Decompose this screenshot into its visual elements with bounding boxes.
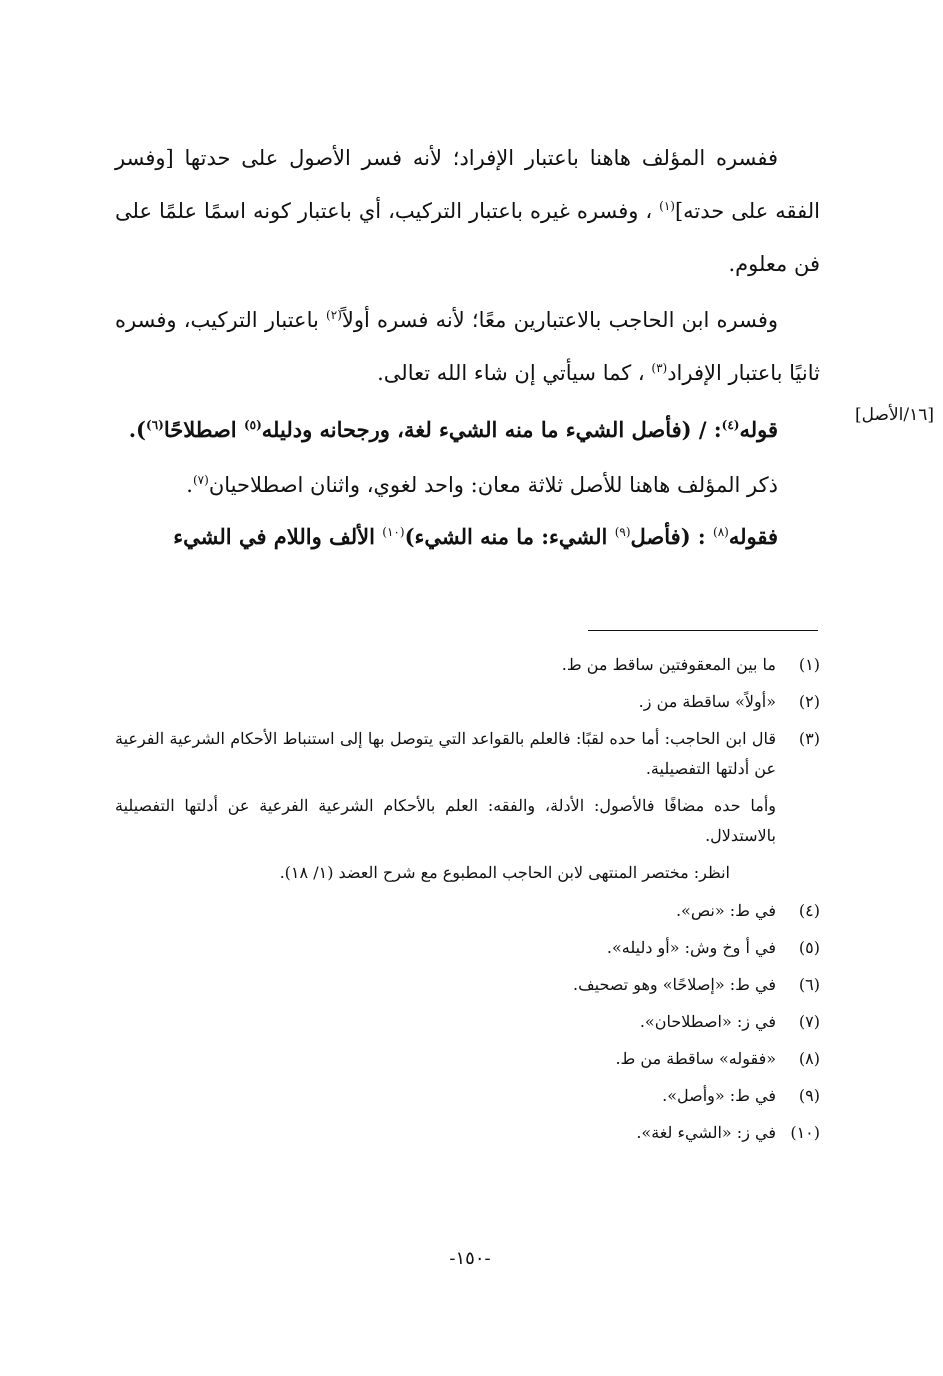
- footnote-text: «أولاً» ساقطة من ز.: [638, 692, 776, 711]
- text-run: : (فأصل: [630, 524, 713, 549]
- footnote-number: (٢): [798, 692, 820, 711]
- footnote-ref: (١): [659, 199, 675, 213]
- footnote: [115, 687, 820, 717]
- margin-reference: [١٦/الأصل]: [855, 405, 934, 425]
- text-run: الألف واللام في الشيء: [173, 524, 383, 549]
- footnote-number: (١): [798, 655, 820, 674]
- footnote-separator: [588, 630, 818, 631]
- footnote: [115, 650, 820, 680]
- footnote-number: (٣): [798, 729, 820, 748]
- footnote-source: انظر: مختصر المنتهى لابن الحاجب المطبوع مع شرح العضد (١/ ١٨).: [279, 863, 730, 882]
- paragraph-5: [115, 512, 820, 562]
- footnotes: [115, 650, 820, 1155]
- footnote-ref: (٤): [721, 418, 740, 432]
- footnote-ref: (٦): [146, 418, 164, 432]
- footnote-text: ما بين المعقوفتين ساقط من ط.: [561, 655, 776, 674]
- footnote-ref: (٢): [326, 308, 342, 322]
- footnote-number: (٨): [798, 1049, 820, 1068]
- footnote-ref: (٨): [713, 525, 729, 539]
- text-run: ، وفسره غيره باعتبار التركيب، أي باعتبار كونه اسمًا علمًا على فن معلوم.: [115, 199, 820, 276]
- footnote-text: في أ وخ وش: «أو دليله».: [606, 938, 776, 957]
- text-run: فقوله: [728, 524, 778, 549]
- text-run: باعتبار التركيب، وفسره ثانيًا باعتبار الإفراد: [115, 308, 820, 385]
- footnote: [115, 1118, 820, 1148]
- footnote-text: في ز: «الشيء لغة».: [636, 1123, 776, 1142]
- footnote: [115, 724, 820, 784]
- paragraph-4: [115, 459, 820, 512]
- footnote-number: (١٠): [790, 1123, 820, 1142]
- footnote: [115, 1081, 820, 1111]
- footnote-text: في ز: «اصطلاحان».: [639, 1012, 776, 1031]
- text-run: اصطلاحًا: [163, 417, 244, 442]
- footnote-ref: (٥): [243, 418, 262, 432]
- page-number: -١٥٠-: [449, 1248, 491, 1269]
- footnote-ref: (٧): [192, 473, 209, 487]
- text-run: ).: [128, 417, 146, 442]
- text-run: وفسره ابن الحاجب بالاعتبارين معًا؛ لأنه فسره أولاً: [341, 308, 779, 332]
- footnote-text: قال ابن الحاجب: أما حده لقبًا: فالعلم بالقواعد التي يتوصل بها إلى استنباط الأحكام الشرعية الفرعية عن أدلتها التفصيلية.: [115, 729, 776, 778]
- paragraph-1: [115, 132, 820, 291]
- footnote-text: في ط: «نص».: [675, 901, 776, 920]
- text-run: : / (فأصل الشيء ما منه الشيء لغة، ورجحانه ودليله: [261, 417, 722, 442]
- footnote-text: «فقوله» ساقطة من ط.: [615, 1049, 776, 1068]
- paragraph-2: [115, 294, 820, 400]
- footnote-number: (٦): [798, 975, 820, 994]
- text-run: الشيء: ما منه الشيء): [404, 524, 615, 549]
- paragraph-3-quote: [115, 403, 820, 456]
- text-run: ، كما سيأتي إن شاء الله تعالى.: [377, 361, 652, 385]
- footnote-number: (٧): [798, 1012, 820, 1031]
- text-run: .: [186, 473, 193, 497]
- text-run: ففسره المؤلف هاهنا باعتبار الإفراد؛ لأنه فسر الأصول على حدتها [وفسر الفقه على حدته]: [115, 146, 820, 223]
- footnote: [115, 1007, 820, 1037]
- footnote: [115, 896, 820, 926]
- text-run: قوله: [739, 417, 778, 442]
- footnote: [115, 933, 820, 963]
- footnote: [115, 970, 820, 1000]
- footnote-number: (٩): [798, 1086, 820, 1105]
- footnote-number: (٥): [798, 938, 820, 957]
- footnote-number: (٤): [798, 901, 820, 920]
- main-text: [115, 132, 820, 562]
- footnote-continuation: وأما حده مضافًا فالأصول: الأدلة، والفقه: العلم بالأحكام الشرعية الفرعية عن أدلتها التفصيلية بالاستدلال.: [115, 796, 776, 845]
- footnote-ref: (٩): [614, 525, 631, 539]
- footnote: [115, 1044, 820, 1074]
- footnote-ref: (١٠): [382, 525, 405, 539]
- footnote-ref: (٣): [651, 361, 668, 375]
- footnote-text: في ط: «إصلاحًا» وهو تصحيف.: [573, 975, 776, 994]
- footnote-text: في ط: «وأصل».: [662, 1086, 776, 1105]
- text-run: ذكر المؤلف هاهنا للأصل ثلاثة معان: واحد لغوي، واثنان اصطلاحيان: [208, 473, 778, 497]
